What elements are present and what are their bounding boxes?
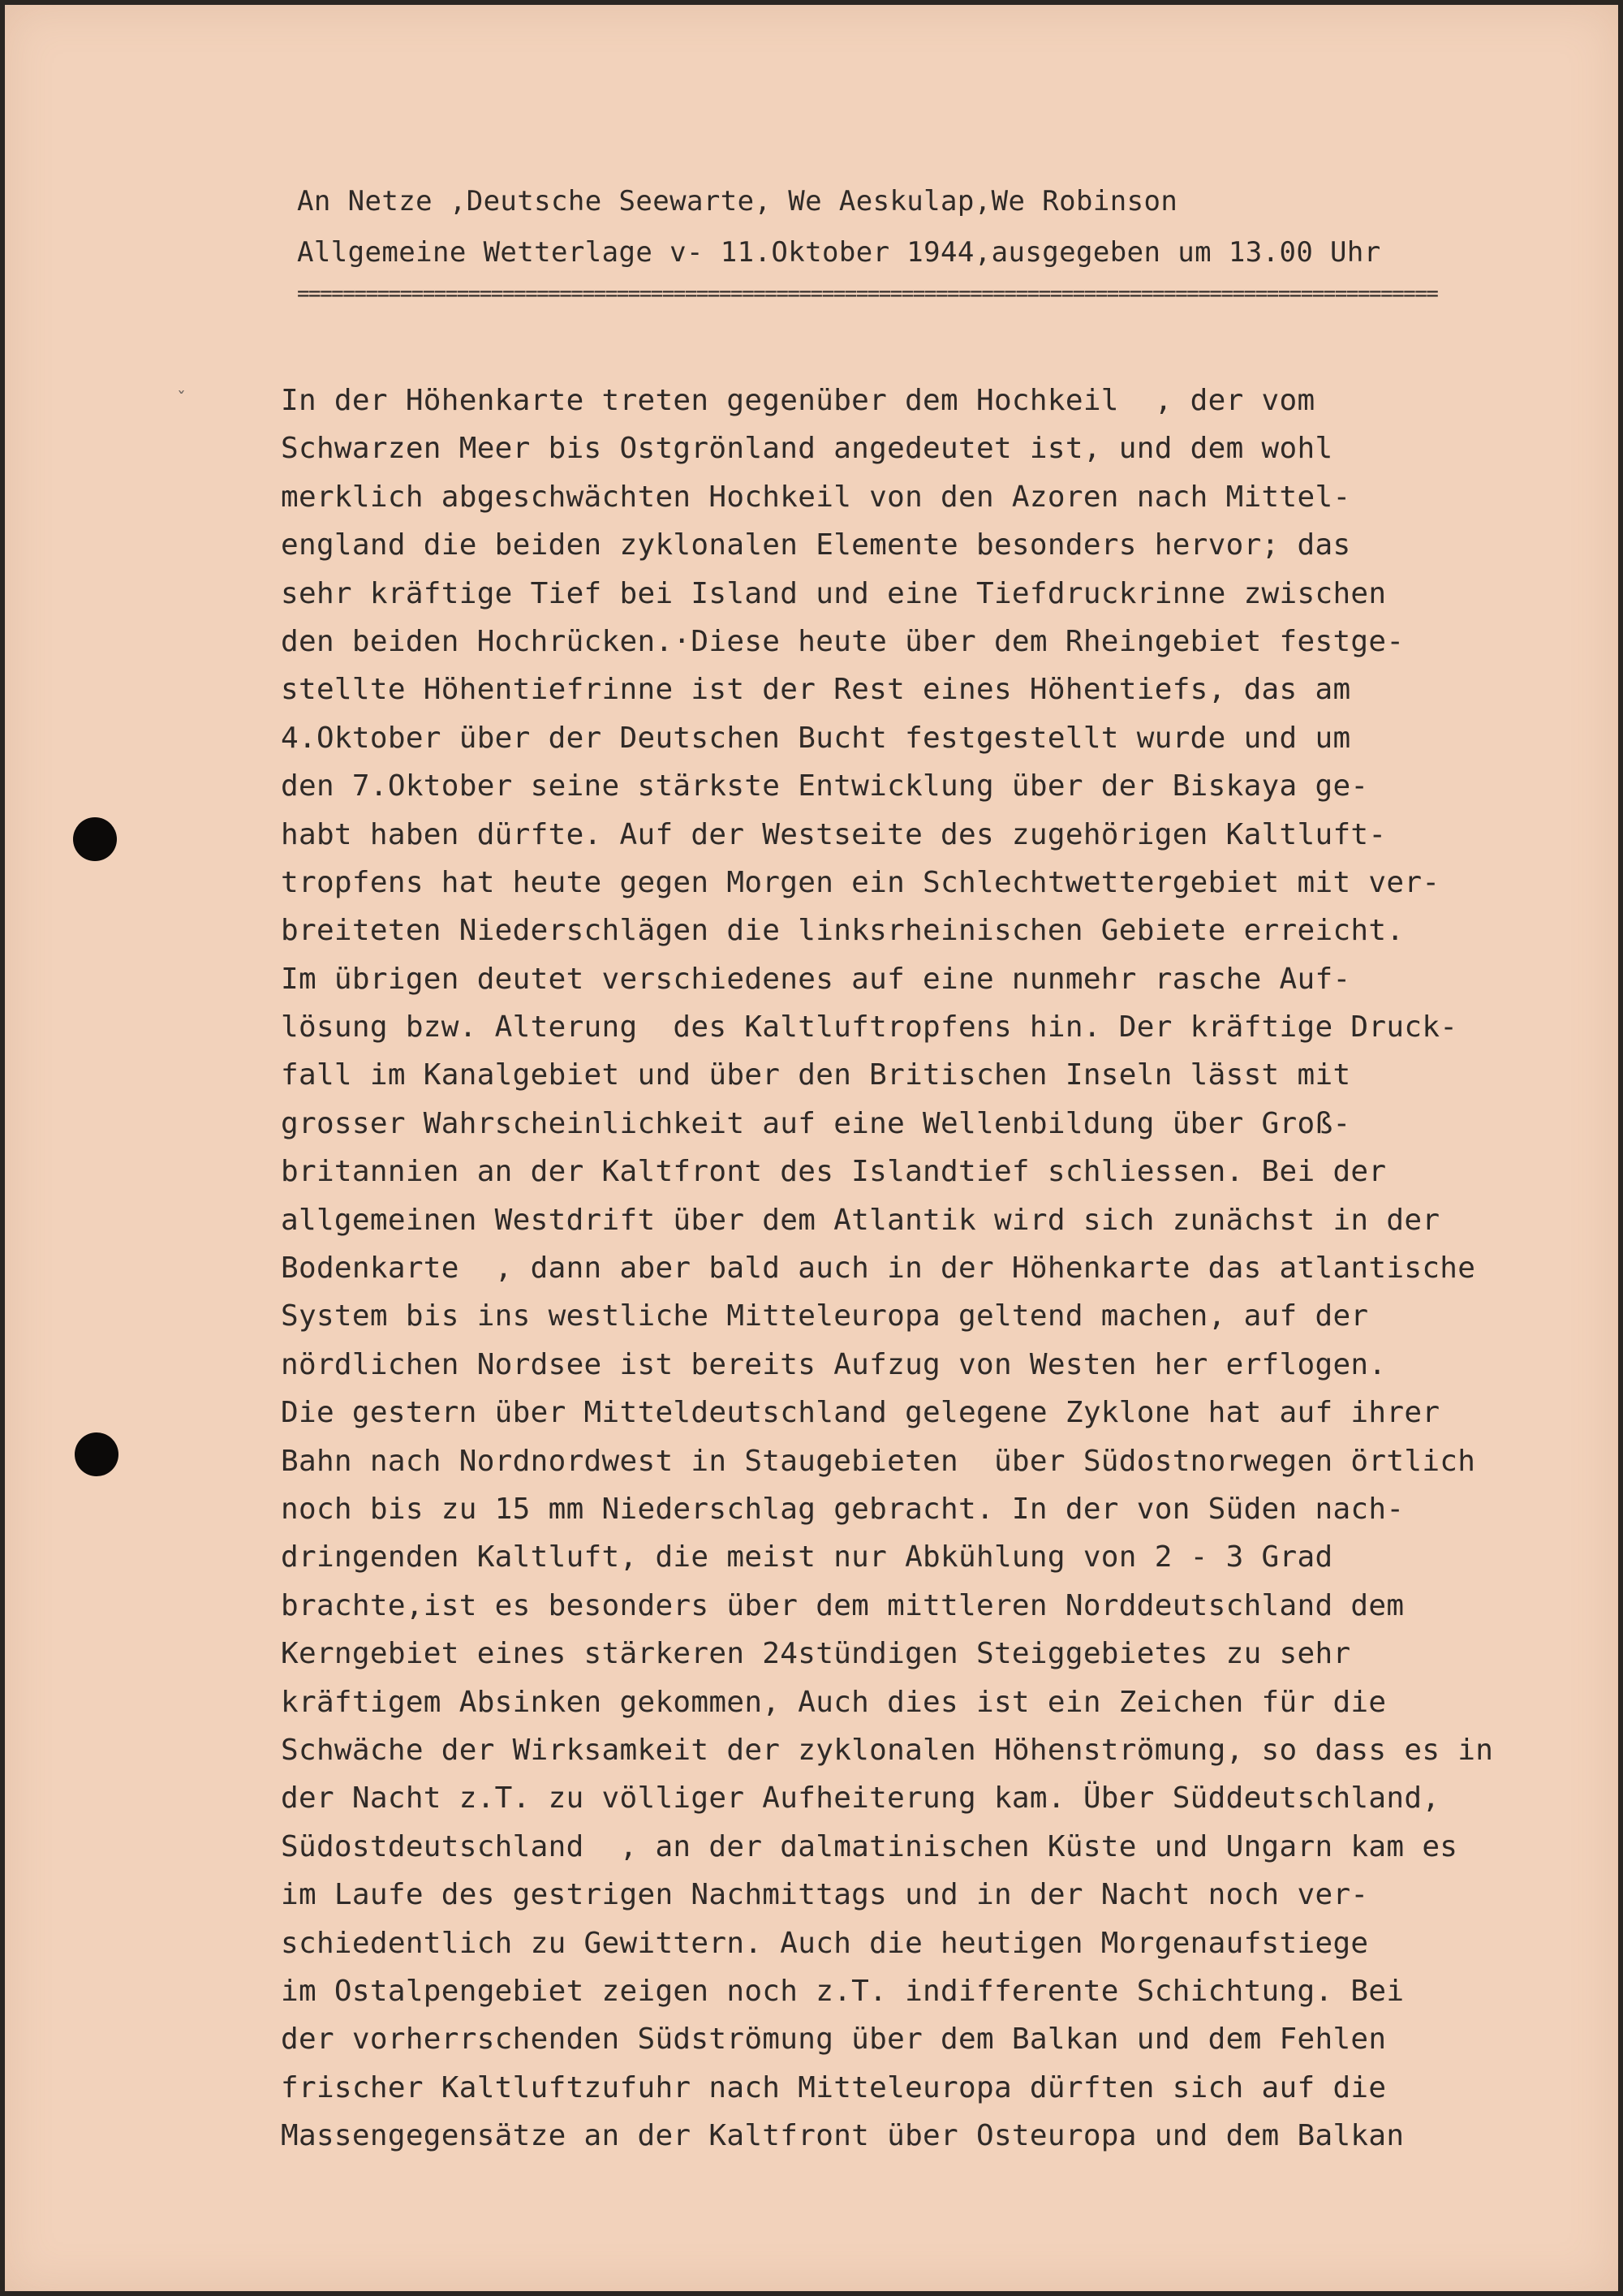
header-title: Allgemeine Wetterlage v- 11.Oktober 1944,ausgegeben um 13.00 Uhr xyxy=(297,236,1381,269)
text-line: der vorherrschenden Südströmung über dem Balkan und dem Fehlen xyxy=(281,2022,1387,2057)
text-line: frischer Kaltluftzufuhr nach Mitteleuropa dürften sich auf die xyxy=(281,2070,1387,2104)
punch-hole xyxy=(75,1432,118,1476)
report-body xyxy=(281,377,1620,2160)
text-line: den beiden Hochrücken.·Diese heute über dem Rheingebiet festge- xyxy=(281,624,1405,658)
text-line: Schwarzen Meer bis Ostgrönland angedeutet ist, und dem wohl xyxy=(281,432,1333,466)
text-line: im Ostalpengebiet zeigen noch z.T. indifferente Schichtung. Bei xyxy=(281,1974,1405,2008)
document-page xyxy=(5,5,1618,2291)
text-line: stellte Höhentiefrinne ist der Rest eines Höhentiefs, das am xyxy=(281,673,1351,707)
header-recipients: An Netze ,Deutsche Seewarte, We Aeskulap,We Robinson xyxy=(297,185,1178,218)
text-line: dringenden Kaltluft, die meist nur Abkühlung von 2 - 3 Grad xyxy=(281,1540,1333,1574)
text-line: In der Höhenkarte treten gegenüber dem Hochkeil , der vom xyxy=(281,384,1315,417)
text-line: habt haben dürfte. Auf der Westseite des zugehörigen Kaltluft- xyxy=(281,817,1387,851)
text-line-crossed-out: Schwäche der Wirksamkeit der zyklonalen Höhenströmung, so dass es in xyxy=(281,1733,1494,1767)
text-line: Südostdeutschland , an der dalmatinischen Küste und Ungarn kam es xyxy=(281,1829,1458,1863)
text-line: sehr kräftige Tief bei Island und eine Tiefdruckrinne zwischen xyxy=(281,576,1387,610)
text-line: Kerngebiet eines stärkeren 24stündigen Steiggebietes zu sehr xyxy=(281,1637,1351,1671)
margin-mark: ˇ xyxy=(177,390,186,410)
text-line: noch bis zu 15 mm Niederschlag gebracht. In der von Süden nach- xyxy=(281,1492,1405,1526)
text-line: Bahn nach Nordnordwest in Staugebieten über Südostnorwegen örtlich xyxy=(281,1444,1476,1478)
text-line: tropfens hat heute gegen Morgen ein Schlechtwettergebiet mit ver- xyxy=(281,865,1440,899)
text-line: Im übrigen deutet verschiedenes auf eine nunmehr rasche Auf- xyxy=(281,962,1351,996)
text-line: brachte,ist es besonders über dem mittleren Norddeutschland dem xyxy=(281,1588,1405,1622)
punch-hole xyxy=(73,817,117,861)
text-line: Massengegensätze an der Kaltfront über Osteuropa und dem Balkan xyxy=(281,2119,1405,2153)
text-line: lösung bzw. Alterung des Kaltluftropfens hin. Der kräftige Druck- xyxy=(281,1010,1458,1045)
text-line: breiteten Niederschlägen die linksrheinischen Gebiete erreicht. xyxy=(281,914,1405,948)
text-line: england die beiden zyklonalen Elemente besonders hervor; das xyxy=(281,528,1351,562)
text-line: nördlichen Nordsee ist bereits Aufzug von Westen her erflogen. xyxy=(281,1347,1387,1381)
text-line: merklich abgeschwächten Hochkeil von den Azoren nach Mittel- xyxy=(281,480,1351,514)
text-line: schiedentlich zu Gewittern. Auch die heutigen Morgenaufstiege xyxy=(281,1926,1369,1960)
text-line: Bodenkarte , dann aber bald auch in der Höhenkarte das atlantische xyxy=(281,1251,1476,1286)
text-line-crossed-out: kräftigem Absinken gekommen, Auch dies ist ein Zeichen für die xyxy=(281,1685,1387,1719)
text-line: 4.Oktober über der Deutschen Bucht festgestellt wurde und um xyxy=(281,721,1351,755)
text-line: Die gestern über Mitteldeutschland gelegene Zyklone hat auf ihrer xyxy=(281,1396,1440,1430)
text-line: im Laufe des gestrigen Nachmittags und in der Nacht noch ver- xyxy=(281,1878,1369,1912)
text-line: der Nacht z.T. zu völliger Aufheiterung kam. Über Süddeutschland, xyxy=(281,1781,1440,1816)
text-line: britannien an der Kaltfront des Islandtief schliessen. Bei der xyxy=(281,1155,1387,1189)
text-line: System bis ins westliche Mitteleuropa geltend machen, auf der xyxy=(281,1299,1369,1333)
text-line: fall im Kanalgebiet und über den Britischen Inseln lässt mit xyxy=(281,1058,1351,1092)
text-line: grosser Wahrscheinlichkeit auf eine Wellenbildung über Groß- xyxy=(281,1106,1351,1140)
text-line: den 7.Oktober seine stärkste Entwicklung über der Biskaya ge- xyxy=(281,769,1369,803)
text-line: allgemeinen Westdrift über dem Atlantik wird sich zunächst in der xyxy=(281,1203,1440,1237)
header-rule: ==================================================================================================== xyxy=(297,282,1438,304)
